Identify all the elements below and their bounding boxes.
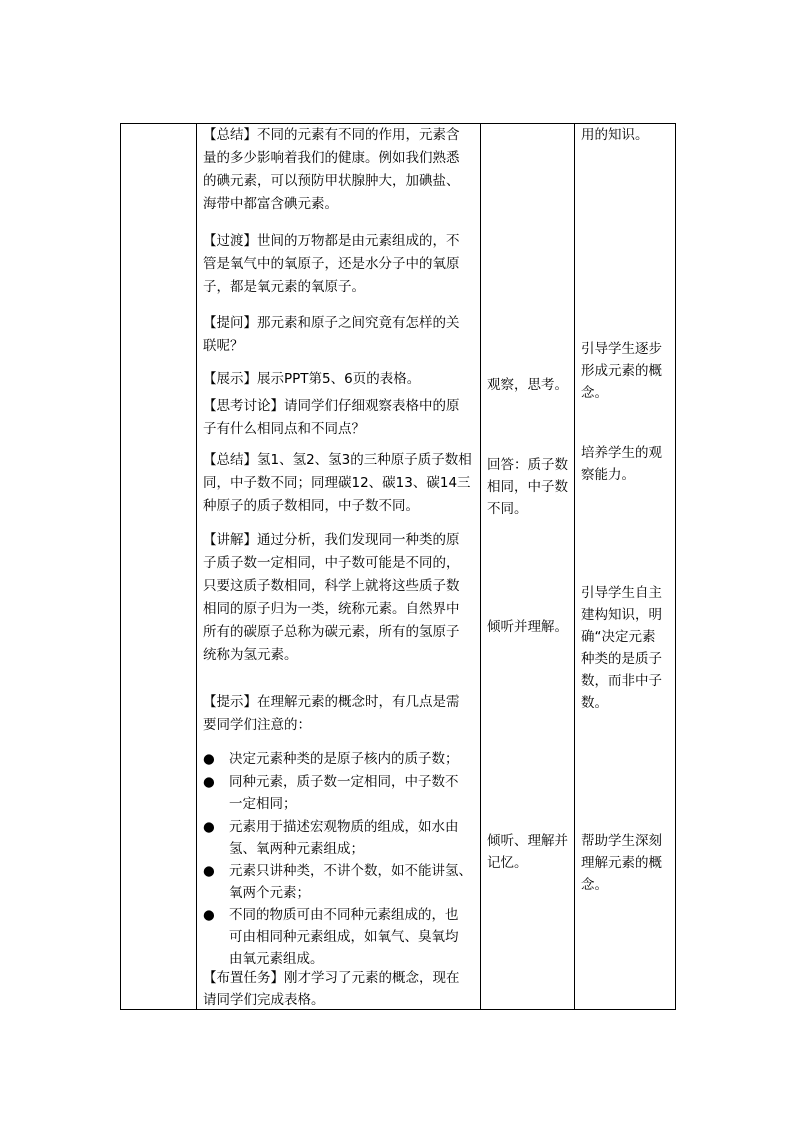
student-response: 回答：质子数 相同，中子数 不同。 — [487, 457, 568, 517]
list-item: 同种元素，质子数一定相同，中子数不 一定相同； — [229, 774, 459, 812]
bullet-marker: ● — [203, 863, 215, 879]
list-item: 元素用于描述宏观物质的组成，如水由 氢、氧两种元素组成； — [229, 819, 459, 857]
design-intent: 引导学生逐步 形成元素的概 念。 — [581, 341, 662, 401]
design-intent: 引导学生自主 建构知识，明 确“决定元素 种类的是质子 数，而非中子 数。 — [581, 585, 662, 711]
discussion-paragraph: 【思考讨论】请同学们仔细观察表格中的原 子有什么相同点和不同点？ — [203, 398, 460, 437]
design-intent-column — [575, 124, 675, 1009]
stage-column — [121, 124, 196, 1009]
bullet-marker: ● — [203, 774, 215, 790]
student-response: 倾听并理解。 — [487, 619, 568, 635]
design-intent: 培养学生的观 察能力。 — [581, 445, 662, 483]
hint-paragraph: 【提示】在理解元素的概念时，有几点是需 要同学们注意的： — [203, 694, 460, 733]
design-intent: 用的知识。 — [581, 127, 649, 143]
transition-paragraph: 【过渡】世间的万物都是由元素组成的，不 管是氧气中的氧原子，还是水分子中的氧原 子，都是氧元素的氧原子。 — [203, 233, 460, 295]
task-paragraph: 【布置任务】刚才学习了元素的概念，现在 请同学们完成表格。 — [203, 970, 460, 1008]
list-item: 不同的物质可由不同种元素组成的，也 可由相同种元素组成，如氧气、臭氧均 由氧元素组成。 — [229, 907, 459, 967]
lesson-table — [120, 123, 676, 1010]
bullet-marker: ● — [203, 907, 215, 923]
student-response: 观察，思考。 — [487, 377, 568, 393]
list-item: 决定元素种类的是原子核内的质子数； — [229, 751, 459, 767]
show-paragraph: 【展示】展示PPT第5、6页的表格。 — [203, 371, 421, 387]
bullet-marker: ● — [203, 819, 215, 835]
summary-paragraph: 【总结】不同的元素有不同的作用，元素含 量的多少影响着我们的健康。例如我们熟悉 的碘元素，可以预防甲状腺肿大，加碘盐、 海带中都富含碘元素。 — [203, 127, 460, 212]
student-activity-column — [481, 124, 574, 1009]
student-response: 倾听、理解并 记忆。 — [487, 833, 568, 871]
question-paragraph: 【提问】那元素和原子之间究竟有怎样的关 联呢？ — [203, 315, 460, 354]
bullet-marker: ● — [203, 751, 215, 767]
explanation-paragraph: 【讲解】通过分析，我们发现同一种类的原 子质子数一定相同，中子数可能是不同的， 只要这质子数相同，科学上就将这些质子数 相同的原子归为一类，统称元素。自然界中 所有的碳原子总称为碳元素，所有的氢原子 统称为氢元素。 — [203, 532, 460, 663]
summary-paragraph: 【总结】氢1、氢2、氢3的三种原子质子数相 同，中子数不同；同理碳12、碳13、碳14三 种原子的质子数相同，中子数不同。 — [203, 452, 472, 514]
list-item: 元素只讲种类，不讲个数，如不能讲氢、 氧两个元素； — [229, 863, 472, 901]
teacher-activity-column — [197, 124, 480, 1009]
design-intent: 帮助学生深刻 理解元素的概 念。 — [581, 833, 662, 893]
